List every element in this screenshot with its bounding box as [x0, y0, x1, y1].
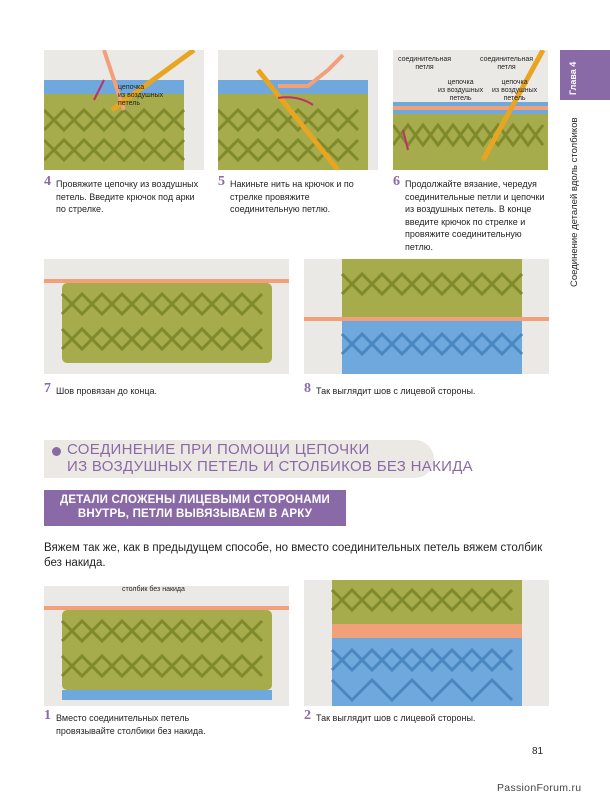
photo-step-4 — [44, 50, 204, 170]
watermark: PassionForum.ru — [497, 782, 582, 794]
anno-chain-6a: цепочка из воздушных петель — [438, 79, 484, 102]
caption-step-6: 6 Продолжайте вязание, чередуя соединительные петли и цепочки из воздушных петель. В конце введите крючок по стрелке и провяжите соединительную петлю. — [393, 174, 545, 252]
anno-slip-6b: соединительная петля — [480, 56, 534, 71]
anno-slip-6a: соединительная петля — [398, 56, 452, 71]
photo-step-2-1 — [44, 586, 289, 706]
anno-chain-6b: цепочка из воздушных петель — [492, 79, 538, 102]
running-title: Соединение деталей вдоль столбиков — [569, 117, 580, 287]
section-heading: СОЕДИНЕНИЕ ПРИ ПОМОЩИ ЦЕПОЧКИ ИЗ ВОЗДУШНЫХ ПЕТЕЛЬ И СТОЛБИКОВ БЕЗ НАКИДА — [67, 441, 473, 475]
caption-step-8: 8 Так выглядит шов с лицевой стороны. — [304, 381, 476, 396]
caption-step-2-1: 1 Вместо соединительных петель провязывайте столбики без накида. — [44, 708, 206, 736]
anno-chain-4: цепочка из воздушных петель — [118, 84, 164, 107]
caption-step-4: 4 Провяжите цепочку из воздушных петель. Введите крючок под арки по стрелке. — [44, 174, 199, 214]
anno-sc: столбик без накида — [122, 586, 185, 593]
chapter-label: Глава 4 — [568, 61, 578, 95]
caption-step-2-2: 2 Так выглядит шов с лицевой стороны. — [304, 708, 476, 723]
caption-step-5: 5 Накиньте нить на крючок и по стрелке провяжите соединительную петлю. — [218, 174, 354, 214]
photo-step-8 — [304, 259, 549, 374]
bullet-icon — [52, 447, 61, 456]
photo-step-7 — [44, 259, 289, 374]
body-paragraph: Вяжем так же, как в предыдущем способе, но вместо соединительных петель вяжем столбик без накида. — [44, 542, 543, 569]
subsection-heading: ДЕТАЛИ СЛОЖЕНЫ ЛИЦЕВЫМИ СТОРОНАМИ ВНУТРЬ, ПЕТЛИ ВЫВЯЗЫВАЕМ В АРКУ — [59, 494, 331, 520]
caption-step-7: 7 Шов провязан до конца. — [44, 381, 158, 396]
photo-step-2-2 — [304, 580, 549, 706]
photo-step-5 — [218, 50, 378, 170]
page-number: 81 — [532, 746, 544, 757]
